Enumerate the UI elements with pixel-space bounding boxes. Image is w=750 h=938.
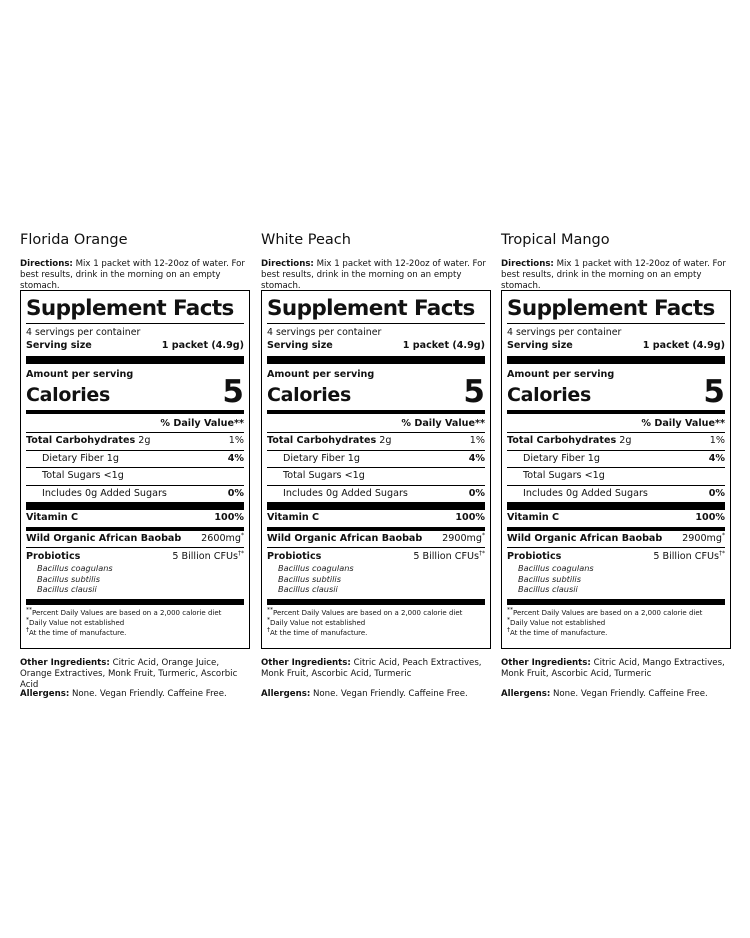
probiotics-row	[26, 548, 244, 563]
baobab-sup: *	[482, 531, 485, 539]
allergens	[20, 689, 250, 700]
other-ingredients	[261, 658, 491, 680]
serving-size-value: 1 packet (4.9g)	[402, 340, 485, 351]
other-ingredients-text: Citric Acid, Orange Juice, Orange Extractives, Monk Fruit, Turmeric, Ascorbic Acid	[20, 658, 238, 690]
ingredient-amount	[442, 531, 485, 548]
nutrient-pct: 4%	[227, 452, 244, 464]
nutrient-label: Total Sugars <1g	[523, 470, 605, 481]
nutrient-row-sugars	[267, 468, 485, 486]
directions-body: Mix 1 packet with 12-20oz of water. For best results, drink in the morning on an empty stomach.	[261, 259, 486, 291]
nutrient-row-vitamin-c	[26, 510, 244, 528]
carb-label: Total Carbohydrates	[507, 435, 617, 446]
flavor-name: Florida Orange	[20, 232, 128, 248]
allergens	[501, 689, 731, 700]
strain-item: Bacillus coagulans	[518, 563, 594, 573]
other-ingredients	[20, 658, 250, 690]
nutrient-label	[507, 433, 631, 450]
footnote-text: At the time of manufacture.	[270, 628, 368, 637]
strain-item: Bacillus clausii	[278, 584, 338, 594]
footnote-mark: *	[26, 616, 29, 624]
servings-per-container: 4 servings per container	[507, 327, 622, 338]
directions-body: Mix 1 packet with 12-20oz of water. For best results, drink in the morning on an empty stomach.	[501, 259, 726, 291]
carb-label: Total Carbohydrates	[267, 435, 377, 446]
daily-value-header: % Daily Value**	[507, 414, 725, 433]
strain-item: Bacillus clausii	[37, 584, 97, 594]
directions-text	[501, 259, 731, 291]
other-ingredients	[501, 658, 731, 680]
footnote-mark: †	[507, 626, 510, 634]
carb-label: Total Carbohydrates	[26, 435, 136, 446]
panel-footnotes	[26, 608, 244, 638]
nutrient-row-carbohydrates	[507, 433, 725, 451]
nutrient-pct: 1%	[228, 435, 244, 446]
divider-thick	[26, 356, 244, 364]
nutrient-pct: 1%	[709, 435, 725, 446]
directions-body: Mix 1 packet with 12-20oz of water. For best results, drink in the morning on an empty stomach.	[20, 259, 245, 291]
nutrient-pct: 0%	[227, 487, 244, 499]
footnote-text: Percent Daily Values are based on a 2,000 calorie diet	[32, 608, 222, 617]
directions-label: Directions:	[501, 259, 554, 269]
carb-amount: 2g	[379, 435, 392, 446]
ingredient-label: Wild Organic African Baobab	[267, 532, 423, 544]
ingredient-row-baobab	[267, 531, 485, 549]
strain-item: Bacillus subtilis	[278, 573, 341, 584]
serving-size-row	[26, 339, 244, 352]
baobab-value: 2600mg	[201, 532, 241, 544]
footnote	[267, 618, 485, 628]
footnote-mark: †	[267, 626, 270, 634]
calories-label: Calories	[507, 384, 592, 406]
serving-size-label: Serving size	[507, 340, 573, 351]
serving-size-label: Serving size	[267, 340, 333, 351]
footnote-text: Percent Daily Values are based on a 2,000 calorie diet	[513, 608, 703, 617]
divider-thick	[267, 599, 485, 605]
servings-per-container: 4 servings per container	[26, 327, 141, 338]
strain-item: Bacillus coagulans	[278, 563, 354, 573]
divider-thick	[267, 356, 485, 364]
probiotics-sup: †*	[238, 549, 244, 557]
probiotic-strains	[26, 563, 244, 595]
footnote	[507, 628, 725, 638]
probiotic-strains	[507, 563, 725, 595]
probiotics-sup: †*	[479, 549, 485, 557]
footnote-mark: **	[507, 606, 513, 614]
daily-value-header: % Daily Value**	[26, 414, 244, 433]
nutrient-pct: 4%	[708, 452, 725, 464]
nutrient-label	[267, 433, 391, 450]
footnote	[267, 608, 485, 618]
nutrient-pct: 0%	[708, 487, 725, 499]
nutrient-row-added-sugars	[26, 486, 244, 503]
baobab-value: 2900mg	[682, 532, 722, 544]
allergens-text: None. Vegan Friendly. Caffeine Free.	[313, 689, 468, 699]
supplement-facts-panel	[501, 290, 731, 649]
nutrient-label: Dietary Fiber 1g	[42, 452, 119, 464]
nutrient-label	[26, 433, 150, 450]
carb-amount: 2g	[138, 435, 151, 446]
strain-item: Bacillus clausii	[518, 584, 578, 594]
probiotics-label: Probiotics	[26, 551, 81, 562]
footnote-text: At the time of manufacture.	[510, 628, 608, 637]
divider-thick	[267, 502, 485, 510]
footnote-mark: *	[267, 616, 270, 624]
ingredient-label: Wild Organic African Baobab	[26, 532, 182, 544]
calories-value: 5	[703, 374, 725, 410]
divider-thick	[507, 502, 725, 510]
nutrient-label: Dietary Fiber 1g	[283, 452, 360, 464]
nutrient-pct: 100%	[455, 512, 485, 523]
other-ingredients-label: Other Ingredients:	[261, 658, 351, 668]
nutrient-pct: 100%	[214, 512, 244, 523]
nutrient-label: Vitamin C	[26, 512, 79, 523]
allergens-text: None. Vegan Friendly. Caffeine Free.	[553, 689, 708, 699]
directions-text	[261, 259, 491, 291]
divider-thick	[507, 599, 725, 605]
probiotic-strains	[267, 563, 485, 595]
nutrient-label: Includes 0g Added Sugars	[523, 487, 648, 499]
nutrient-row-vitamin-c	[267, 510, 485, 528]
footnote	[507, 608, 725, 618]
supplement-facts-panel	[20, 290, 250, 649]
nutrient-label: Includes 0g Added Sugars	[283, 487, 408, 499]
probiotics-value: 5 Billion CFUs	[413, 551, 479, 562]
ingredient-row-baobab	[507, 531, 725, 549]
calories-label: Calories	[267, 384, 352, 406]
ingredient-row-baobab	[26, 531, 244, 549]
probiotics-value: 5 Billion CFUs	[172, 551, 238, 562]
footnote	[26, 608, 244, 618]
nutrient-row-sugars	[507, 468, 725, 486]
probiotics-row	[267, 548, 485, 563]
other-ingredients-label: Other Ingredients:	[20, 658, 110, 668]
daily-value-header: % Daily Value**	[267, 414, 485, 433]
probiotics-amount	[653, 550, 725, 563]
footnote-text: Percent Daily Values are based on a 2,000 calorie diet	[273, 608, 463, 617]
nutrient-label: Total Sugars <1g	[42, 470, 124, 481]
directions-label: Directions:	[20, 259, 73, 269]
panel-title: Supplement Facts	[507, 296, 725, 324]
nutrient-pct: 0%	[468, 487, 485, 499]
strain-item: Bacillus subtilis	[518, 573, 581, 584]
probiotics-label: Probiotics	[507, 551, 562, 562]
flavor-column	[20, 230, 250, 700]
serving-size-value: 1 packet (4.9g)	[642, 340, 725, 351]
footnote-text: Daily Value not established	[29, 618, 125, 627]
flavor-name: Tropical Mango	[501, 232, 610, 248]
probiotics-amount	[172, 550, 244, 563]
footnote-text: At the time of manufacture.	[29, 628, 127, 637]
other-ingredients-text: Citric Acid, Mango Extractives, Monk Fruit, Ascorbic Acid, Turmeric	[501, 658, 725, 679]
footnote-mark: †	[26, 626, 29, 634]
nutrient-pct: 1%	[469, 435, 485, 446]
allergens	[261, 689, 491, 700]
probiotics-amount	[413, 550, 485, 563]
allergens-text: None. Vegan Friendly. Caffeine Free.	[72, 689, 227, 699]
other-ingredients-text: Citric Acid, Peach Extractives, Monk Fruit, Ascorbic Acid, Turmeric	[261, 658, 482, 679]
nutrient-row-fiber	[267, 451, 485, 469]
serving-size-row	[507, 339, 725, 352]
baobab-sup: *	[722, 531, 725, 539]
directions-text	[20, 259, 250, 291]
panel-footnotes	[267, 608, 485, 638]
nutrient-row-carbohydrates	[267, 433, 485, 451]
nutrient-row-added-sugars	[267, 486, 485, 503]
probiotics-row	[507, 548, 725, 563]
ingredient-amount	[201, 531, 244, 548]
divider-thick	[26, 599, 244, 605]
flavor-column	[261, 230, 491, 700]
carb-amount: 2g	[619, 435, 632, 446]
amount-per-serving: Amount per serving	[267, 369, 375, 380]
nutrient-row-fiber	[507, 451, 725, 469]
nutrient-label: Vitamin C	[267, 512, 320, 523]
probiotics-value: 5 Billion CFUs	[653, 551, 719, 562]
strain-item: Bacillus subtilis	[37, 573, 100, 584]
nutrient-row-added-sugars	[507, 486, 725, 503]
nutrient-pct: 100%	[695, 512, 725, 523]
probiotics-label: Probiotics	[267, 551, 322, 562]
baobab-value: 2900mg	[442, 532, 482, 544]
flavor-name: White Peach	[261, 232, 351, 248]
divider-thick	[26, 502, 244, 510]
footnote-mark: **	[26, 606, 32, 614]
footnote-text: Daily Value not established	[510, 618, 606, 627]
nutrient-label: Total Sugars <1g	[283, 470, 365, 481]
panel-title: Supplement Facts	[26, 296, 244, 324]
serving-size-label: Serving size	[26, 340, 92, 351]
supplement-facts-panel	[261, 290, 491, 649]
calories-value: 5	[222, 374, 244, 410]
nutrient-row-vitamin-c	[507, 510, 725, 528]
probiotics-sup: †*	[719, 549, 725, 557]
nutrient-label: Dietary Fiber 1g	[523, 452, 600, 464]
panel-footnotes	[507, 608, 725, 638]
strain-item: Bacillus coagulans	[37, 563, 113, 573]
nutrient-row-fiber	[26, 451, 244, 469]
nutrient-label: Includes 0g Added Sugars	[42, 487, 167, 499]
ingredient-amount	[682, 531, 725, 548]
panel-title: Supplement Facts	[267, 296, 485, 324]
allergens-label: Allergens:	[20, 689, 70, 699]
other-ingredients-label: Other Ingredients:	[501, 658, 591, 668]
ingredient-label: Wild Organic African Baobab	[507, 532, 663, 544]
footnote-mark: **	[267, 606, 273, 614]
footnote	[507, 618, 725, 628]
amount-per-serving: Amount per serving	[507, 369, 615, 380]
serving-size-value: 1 packet (4.9g)	[161, 340, 244, 351]
serving-size-row	[267, 339, 485, 352]
footnote	[267, 628, 485, 638]
footnote-text: Daily Value not established	[270, 618, 366, 627]
nutrient-label: Vitamin C	[507, 512, 560, 523]
allergens-label: Allergens:	[501, 689, 551, 699]
servings-per-container: 4 servings per container	[267, 327, 382, 338]
nutrient-pct: 4%	[468, 452, 485, 464]
baobab-sup: *	[241, 531, 244, 539]
nutrient-row-carbohydrates	[26, 433, 244, 451]
footnote	[26, 618, 244, 628]
allergens-label: Allergens:	[261, 689, 311, 699]
directions-label: Directions:	[261, 259, 314, 269]
footnote	[26, 628, 244, 638]
nutrient-row-sugars	[26, 468, 244, 486]
flavor-column	[501, 230, 731, 700]
calories-label: Calories	[26, 384, 111, 406]
divider-thick	[507, 356, 725, 364]
amount-per-serving: Amount per serving	[26, 369, 134, 380]
footnote-mark: *	[507, 616, 510, 624]
calories-value: 5	[463, 374, 485, 410]
